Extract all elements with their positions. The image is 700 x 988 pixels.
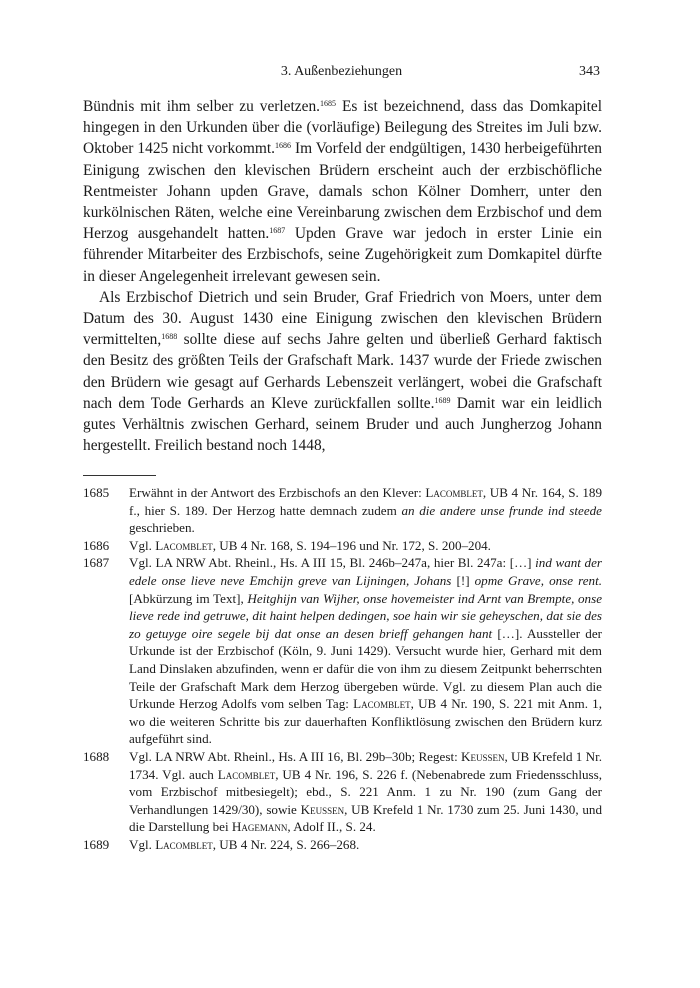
footnote-number: 1688	[83, 748, 110, 764]
text-run: [Abkürzung im Text],	[129, 590, 248, 606]
footnote-1686	[83, 537, 602, 555]
text-run: Vgl. LA NRW Abt. Rheinl., Hs. A III 15, Bl. 246b–247a, hier Bl. 247a: […]	[129, 555, 536, 571]
footnote-1688	[83, 748, 602, 836]
footnote-ref-1687[interactable]: 1687	[269, 226, 286, 236]
footnote-separator	[83, 475, 156, 476]
author-name: Keussen	[300, 801, 345, 817]
quote-text: an die andere unse frunde ind steede	[401, 502, 602, 518]
text-run: , UB 4 Nr. 224, S. 266–268.	[212, 836, 360, 852]
footnote-ref-1685[interactable]: 1685	[320, 99, 336, 108]
footnote-ref-1689[interactable]: 1689	[434, 395, 451, 405]
text-run: Vgl.	[129, 836, 156, 852]
text-run: Es ist bezeichnend, dass das Domkapitel hingegen in den Urkunden über die (vorläufige) Beilegung des Streites im Juli bzw. Oktober 1425 nicht vorkommt.	[83, 98, 603, 158]
text-run: geschrieben.	[129, 520, 195, 536]
paragraph-1	[83, 96, 602, 287]
footnote-number: 1689	[83, 836, 110, 852]
text-run: Im Vorfeld der endgültigen, 1430 herbeigeführten Einigung zwischen den klevischen Brüdern erscheint auch der erzbischöfliche Rentmeister Johann upden Grave, damals schon Kölner Domherr, unter den kurkölnischen Räten, welche eine Vereinbarung zwischen dem Erzbischof und dem Herzog ausgehandelt hatten.	[83, 140, 602, 243]
author-name: Lacomblet	[353, 696, 411, 712]
running-title: 3. Außenbeziehungen	[280, 64, 403, 79]
footnote-1689	[83, 836, 602, 854]
footnote-1685	[83, 484, 602, 537]
footnote-number: 1685	[83, 485, 110, 500]
author-name: Lacomblet	[155, 836, 213, 852]
text-run: Bündnis mit ihm selber zu verletzen.	[83, 98, 320, 115]
quote-text: ind want der edele onse lieve neve Emchijn greve van Lijningen, Johans	[129, 555, 602, 588]
main-text	[83, 96, 602, 456]
text-run: Damit war ein leidlich gutes Verhältnis zwischen Gerhard, seinem Bruder und auch Jungherzog Johann hergestellt. Freilich bestand noch 1448,	[83, 394, 603, 455]
author-name: Lacomblet	[425, 485, 483, 500]
footnote-ref-1688[interactable]: 1688	[161, 332, 178, 342]
text-run: […]. Aussteller der Urkunde ist der Erzbischof (Köln, 9. Juni 1429). Versucht wurde hier, Gerhard mit dem Land Dinslaken abzufinden, wenn er dafür die von ihm zu diesem Zeitpunkt beherrschten Teile der Grafschaft Mark dem Herzog übergeben würde. Vgl. zu diesem Plan auch die Urkunde Herzog Adolfs vom selben Tag:	[129, 625, 603, 712]
footnote-1687	[83, 554, 602, 748]
text-run: [!]	[451, 572, 475, 588]
footnotes	[83, 484, 602, 853]
text-run: , UB 4 Nr. 196, S. 226 f. (Nebenabrede zum Friedensschluss, vom Erzbischof mitbesiegelt); ebd., S. 221 Anm. 1 zu Nr. 190 (zum Gang der Verhandlungen 1429/30), sowie	[129, 766, 602, 817]
text-run: Vgl. LA NRW Abt. Rheinl., Hs. A III 16, Bl. 29b–30b; Regest:	[129, 748, 462, 764]
text-run: Als Erzbischof Dietrich und sein Bruder, Graf Friedrich von Moers, unter dem Datum des 30. August 1430 eine Einigung zwischen den klevischen Brüdern vermittelten,	[83, 288, 602, 349]
quote-text: opme Grave, onse rent.	[474, 572, 602, 588]
running-header	[83, 64, 600, 84]
page-number: 343	[579, 64, 600, 79]
text-run: , UB 4 Nr. 168, S. 194–196 und Nr. 172, S. 200–204.	[212, 537, 491, 553]
author-name: Keussen	[461, 748, 505, 764]
text-run: , UB Krefeld 1 Nr. 1730 zum 25. Juni 1430, und die Darstellung bei	[129, 801, 602, 835]
text-run: , Adolf II., S. 24.	[287, 819, 376, 835]
footnote-number: 1687	[83, 555, 110, 571]
text-run: Upden Grave war jedoch in erster Linie ein führender Mitarbeiter des Erzbischofs, seine Zugehörigkeit zum Domkapitel dürfte in dieser Angelegenheit irrelevant gewesen sein.	[83, 225, 602, 285]
paragraph-2	[83, 287, 602, 457]
text-run: sollte diese auf sechs Jahre gelten und überließ Gerhard faktisch den Besitz des größten Teils der Grafschaft Mark. 1437 wurde der Friede zwischen den Brüdern wie gesagt auf Gerhards Lebenszeit verlängert, wobei die Grafschaft nach dem Tode Gerhards an Kleve zurückfallen sollte.	[83, 331, 602, 412]
text-run: Vgl.	[129, 537, 156, 553]
quote-text: Heitghijn van Wijher, onse hovemeister ind Arnt van Brempte, onse lieve rede ind getruwe, dit haint helpen dedingen, soe hain wir sie geheyschen, dat sie des zo getuyge oire segele bij dat onse an desen brieff gehangen hant	[129, 590, 603, 641]
text-run: Erwähnt in der Antwort des Erzbischofs an den Klever:	[129, 485, 426, 500]
footnote-number: 1686	[83, 537, 110, 553]
author-name: Lacomblet	[155, 537, 213, 553]
author-name: Lacomblet	[217, 766, 276, 782]
text-run: , UB 4 Nr. 164, S. 189 f., hier S. 189. Der Herzog hatte demnach zudem	[129, 485, 602, 518]
footnote-ref-1686[interactable]: 1686	[274, 141, 291, 151]
text-run: , UB 4 Nr. 190, S. 221 mit Anm. 1, wo die weiteren Schritte bis zur dauerhaften Konfliktlösung zwischen den Brüdern kurz aufgeführt sind.	[129, 696, 603, 747]
author-name: Hagemann	[231, 819, 288, 835]
text-run: , UB Krefeld 1 Nr. 1734. Vgl. auch	[129, 748, 602, 782]
